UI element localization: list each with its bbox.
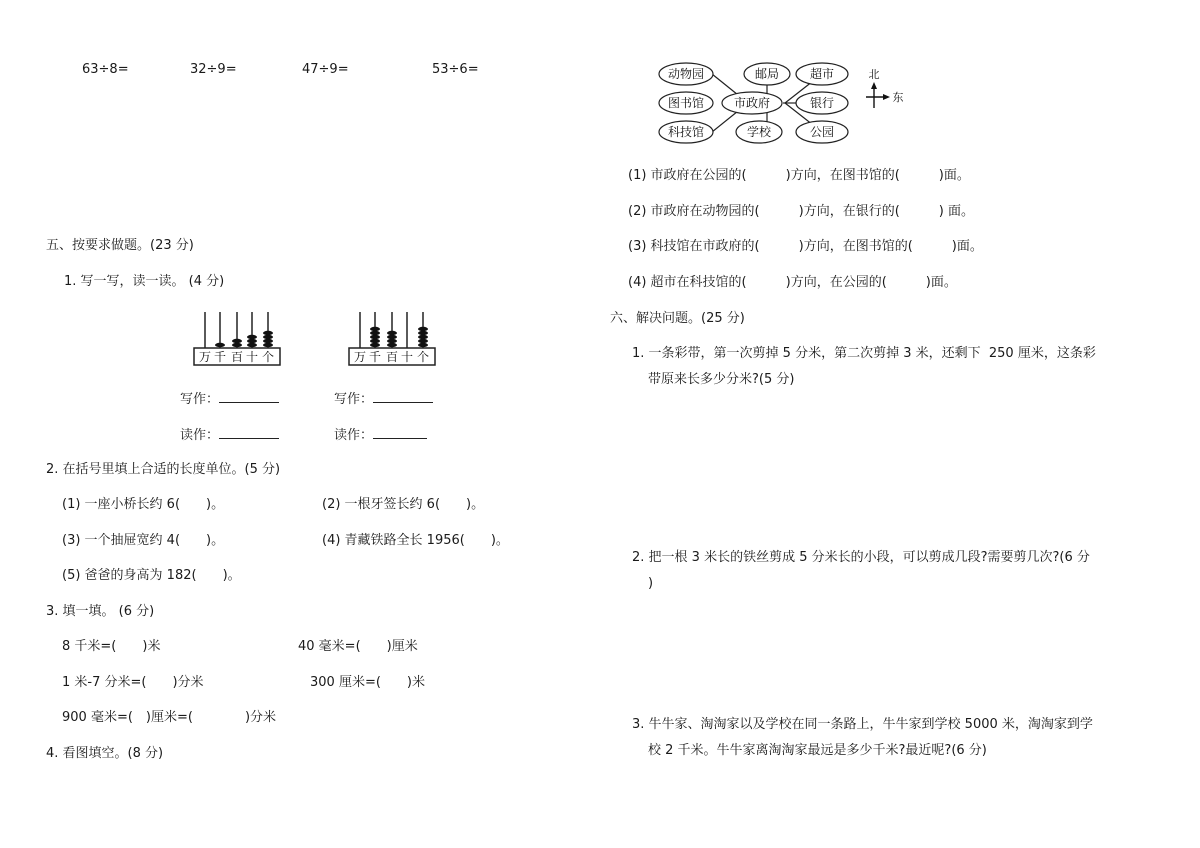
problem-3-line-1: 3. 牛牛家、淘淘家以及学校在同一条路上，牛牛家到学校 5000 米，淘淘家到学: [632, 717, 1093, 732]
abacus-2-bead: [418, 327, 428, 331]
read-answer-line-1[interactable]: [219, 426, 279, 439]
q3-item-3: 1 米-7 分米=( )分米: [62, 675, 204, 690]
abacus-1-place-label: 万: [198, 350, 212, 364]
abacus-1-bead: [263, 343, 273, 347]
abacus-2-bead: [370, 339, 380, 343]
abacus-2-place-label: 个: [416, 350, 430, 364]
abacus-2-bead: [370, 327, 380, 331]
section-5-title: 五、按要求做题。(23 分): [46, 238, 194, 253]
abacus-2-bead: [418, 339, 428, 343]
problem-2-line-2: ): [648, 576, 654, 591]
abacus-2-bead: [418, 343, 428, 347]
abacus-2-place-label: 万: [353, 350, 367, 364]
map-label-library: 图书馆: [667, 96, 705, 110]
abacus-2-bead: [387, 335, 397, 339]
map-label-school: 学校: [746, 125, 772, 139]
abacus-2-bead: [418, 335, 428, 339]
abacus-2-bead: [387, 339, 397, 343]
map-label-supermarket: 超市: [809, 67, 835, 81]
compass-icon: [866, 68, 904, 108]
read-label-2: 读作：: [334, 426, 427, 444]
q3-title: 3. 填一填。 (6 分): [46, 604, 155, 619]
abacus-2-bead: [418, 331, 428, 335]
q3-item-5: 900 毫米=( )厘米=( )分米: [62, 710, 277, 725]
abacus-1-place-label: 个: [261, 350, 275, 364]
abacus-1-place-label: 十: [245, 350, 259, 364]
abacus-1-bead: [232, 343, 242, 347]
map-question-4: (4) 超市在科技馆的( )方向，在公园的( )面。: [628, 275, 957, 290]
abacus-1-bead: [247, 335, 257, 339]
q3-item-1: 8 千米=( )米: [62, 639, 161, 654]
problem-1-line-1: 1. 一条彩带，第一次剪掉 5 分米，第二次剪掉 3 米，还剩下 250 厘米，这条彩: [632, 346, 1096, 361]
abacus-2-bead: [370, 331, 380, 335]
division-problem-3: 47÷9=: [302, 62, 349, 77]
abacus-1-bead: [215, 343, 225, 347]
abacus-1-bead: [247, 339, 257, 343]
map-label-science-museum: 科技馆: [667, 125, 705, 139]
q4-title: 4. 看图填空。(8 分): [46, 746, 164, 761]
map-question-3: (3) 科技馆在市政府的( )方向，在图书馆的( )面。: [628, 239, 983, 254]
q2-item-1: (1) 一座小桥长约 6( )。: [62, 497, 225, 512]
abacus-2-bead: [387, 343, 397, 347]
problem-3-line-2: 校 2 千米。牛牛家离淘淘家最远是多少千米?最近呢?(6 分): [648, 743, 987, 758]
write-answer-line-1[interactable]: [219, 390, 279, 403]
map-label-zoo: 动物园: [667, 67, 705, 81]
abacus-1-bead: [263, 331, 273, 335]
abacus-1-place-label: 百: [230, 350, 244, 364]
q3-item-4: 300 厘米=( )米: [310, 675, 425, 690]
abacus-1-place-label: 千: [213, 350, 227, 364]
read-label-1: 读作：: [180, 426, 279, 444]
map-question-1: (1) 市政府在公园的( )方向，在图书馆的( )面。: [628, 168, 970, 183]
abacus-2-bead: [387, 331, 397, 335]
q2-item-2: (2) 一根牙签长约 6( )。: [322, 497, 485, 512]
q1-title: 1. 写一写，读一读。 (4 分): [64, 274, 225, 289]
abacus-2-place-label: 十: [400, 350, 414, 364]
map-question-2: (2) 市政府在动物园的( )方向，在银行的( ) 面。: [628, 204, 974, 219]
abacus-1-bead: [247, 343, 257, 347]
q2-item-3: (3) 一个抽屉宽约 4( )。: [62, 533, 225, 548]
q2-item-4: (4) 青藏铁路全长 1956( )。: [322, 533, 509, 548]
direction-map: [652, 56, 912, 150]
division-problem-2: 32÷9=: [190, 62, 237, 77]
abacus-2-bead: [370, 343, 380, 347]
abacus-2: [347, 310, 439, 368]
abacus-2-place-label: 千: [368, 350, 382, 364]
abacus-1-bead: [263, 339, 273, 343]
problem-1-line-2: 带原来长多少分米?(5 分): [648, 372, 795, 387]
division-problem-1: 63÷8=: [82, 62, 129, 77]
compass-east-label: 东: [892, 91, 904, 104]
abacus-2-bead: [370, 335, 380, 339]
abacus-2-place-label: 百: [385, 350, 399, 364]
division-problem-4: 53÷6=: [432, 62, 479, 77]
q3-item-2: 40 毫米=( )厘米: [298, 639, 418, 654]
map-label-park: 公园: [809, 125, 835, 139]
map-label-post-office: 邮局: [754, 67, 780, 81]
section-6-title: 六、解决问题。(25 分): [610, 311, 745, 326]
map-label-bank: 银行: [809, 96, 835, 110]
write-label-2: 写作：: [334, 390, 433, 408]
abacus-1-bead: [232, 339, 242, 343]
read-answer-line-2[interactable]: [373, 426, 427, 439]
q2-item-5: (5) 爸爸的身高为 182( )。: [62, 568, 241, 583]
compass-north-label: 北: [868, 68, 880, 81]
write-answer-line-2[interactable]: [373, 390, 433, 403]
map-label-city-hall: 市政府: [733, 96, 771, 110]
abacus-1-bead: [263, 335, 273, 339]
abacus-1: [192, 310, 284, 368]
q2-title: 2. 在括号里填上合适的长度单位。(5 分): [46, 462, 281, 477]
write-label-1: 写作：: [180, 390, 279, 408]
problem-2-line-1: 2. 把一根 3 米长的铁丝剪成 5 分米长的小段，可以剪成几段?需要剪几次?(6 分: [632, 550, 1090, 565]
